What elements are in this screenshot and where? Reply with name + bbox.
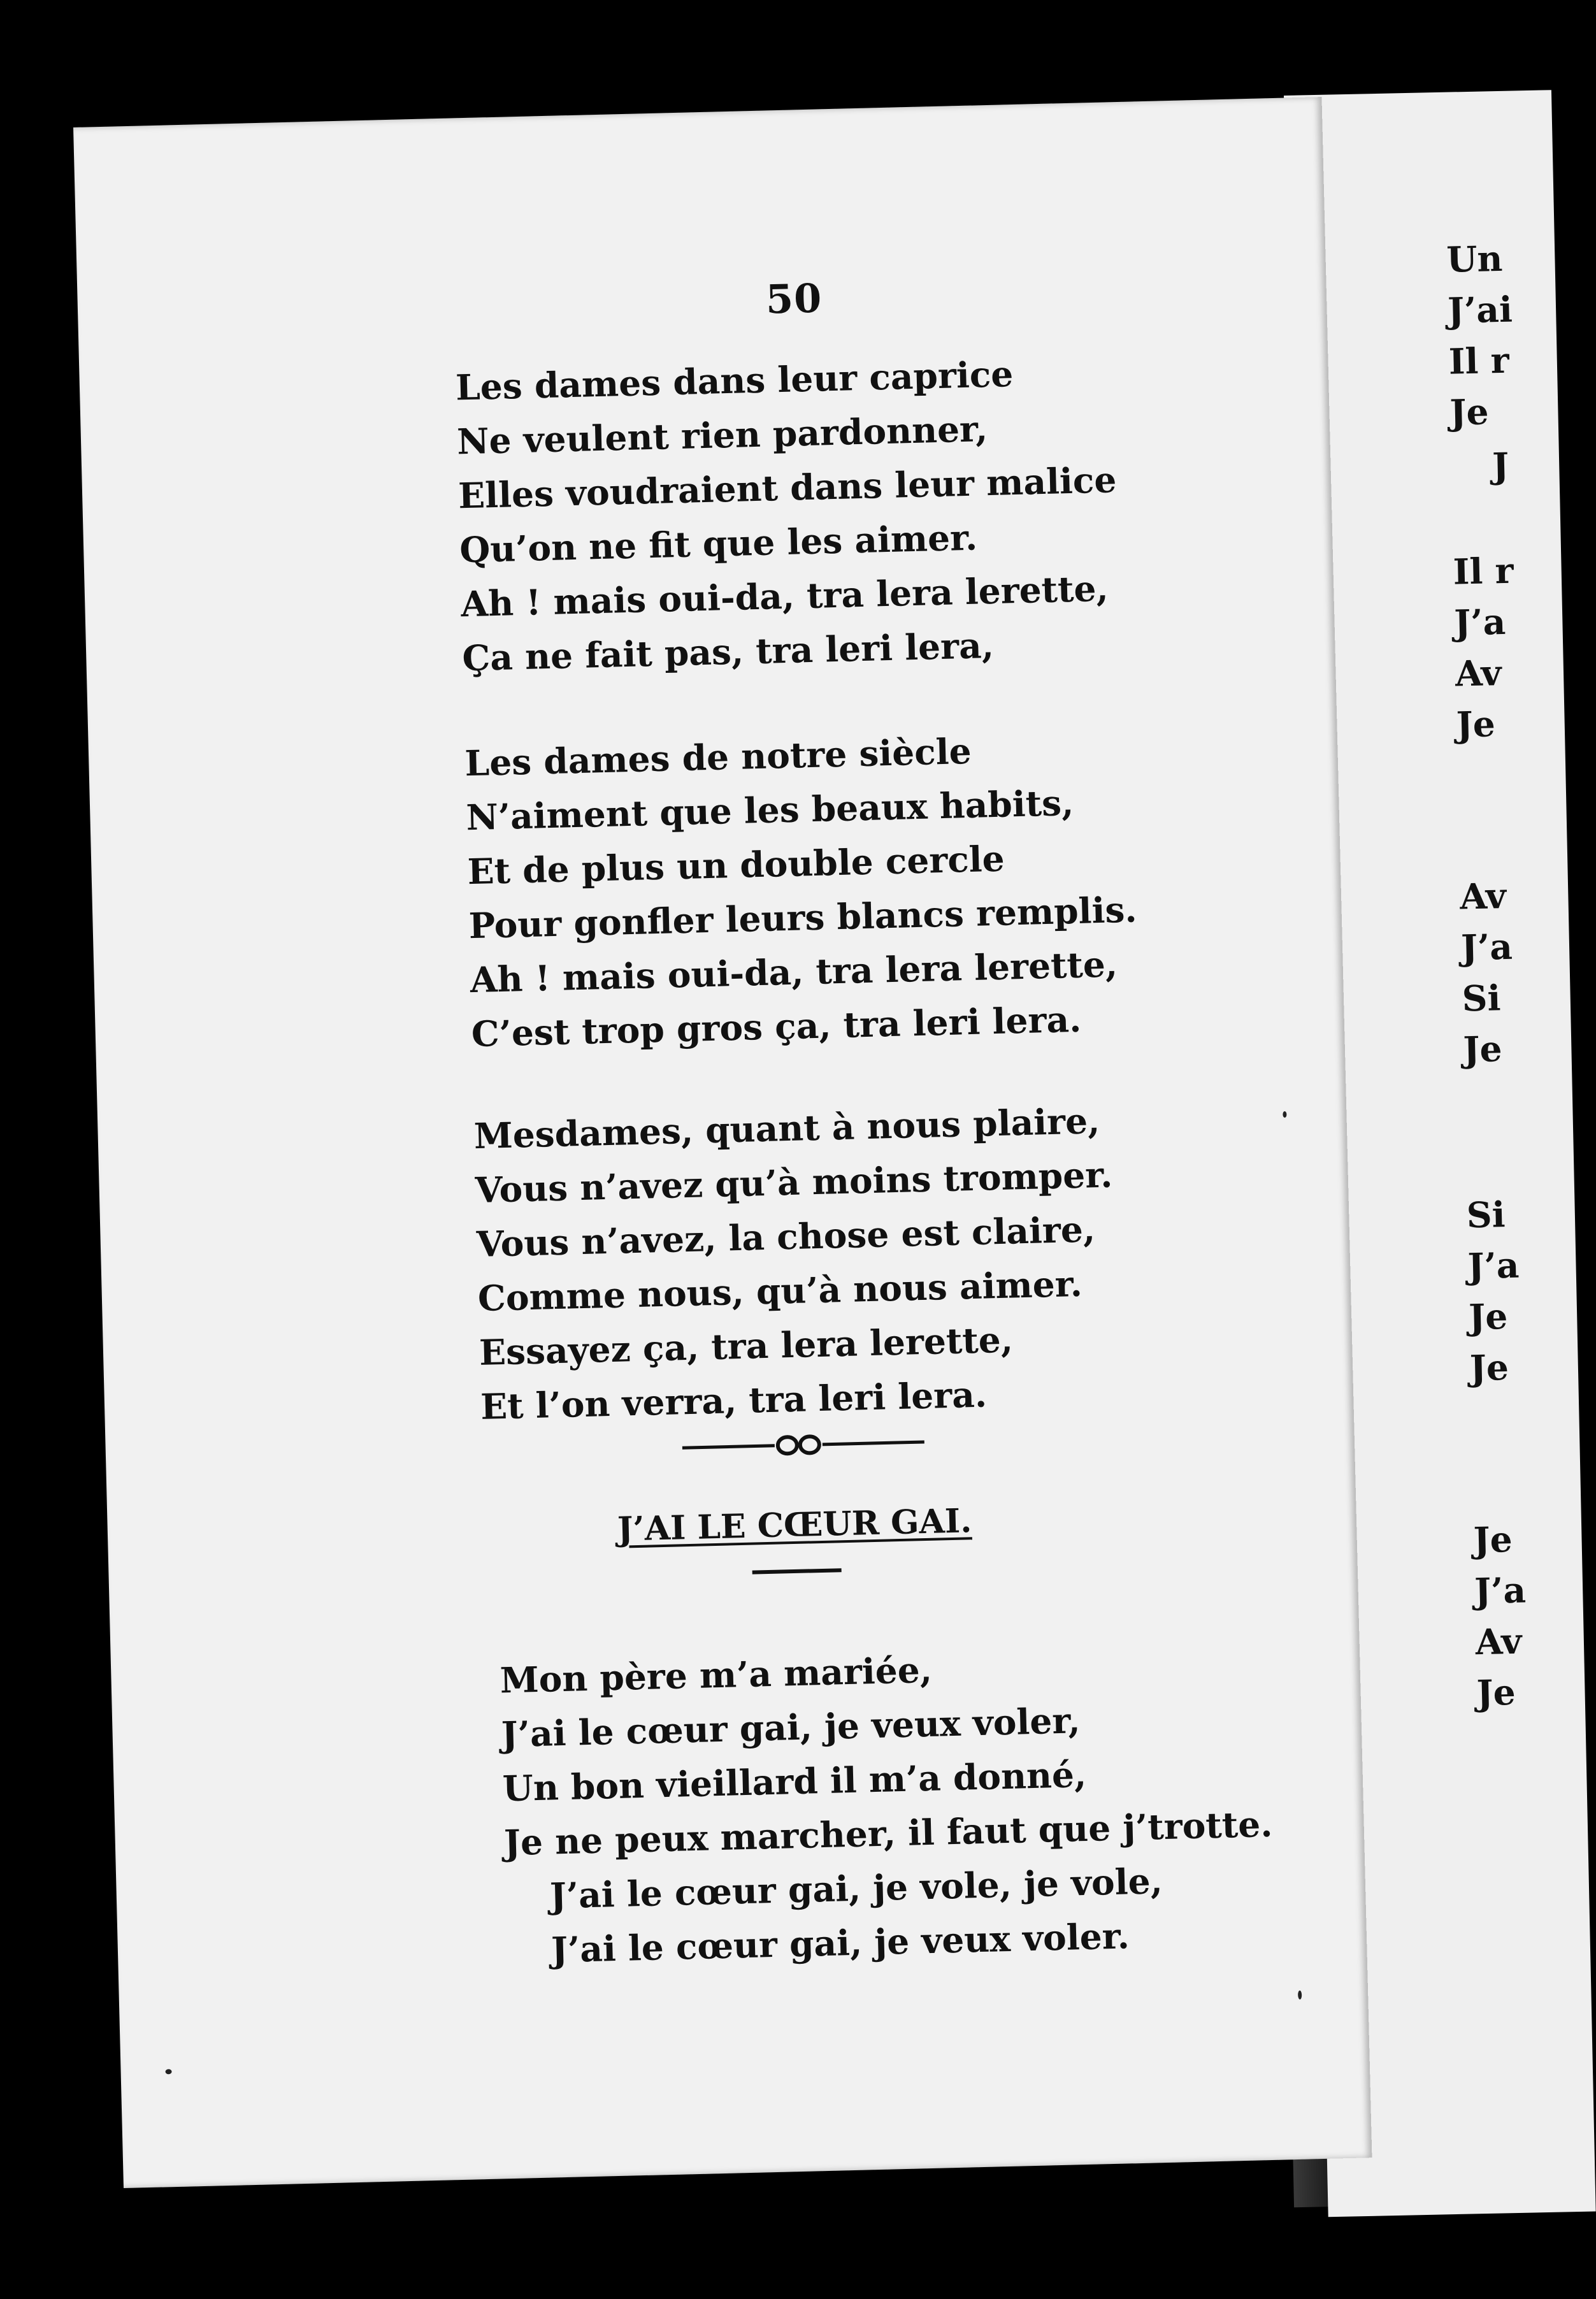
- verse-line: Comme nous, qu’à nous aimer.: [477, 1262, 1083, 1320]
- refrain-line: J’ai le cœur gai, je vole, je vole,: [549, 1860, 1163, 1917]
- verse-line: Pour gonfler leurs blancs remplis.: [468, 888, 1138, 947]
- title-rule: [752, 1568, 842, 1574]
- stanza-2: [464, 720, 1140, 1061]
- ornament-divider: [682, 1429, 924, 1460]
- verse-line: Un bon vieillard il m’a donné,: [502, 1753, 1087, 1810]
- verse-line: Et de plus un double cercle: [466, 837, 1005, 893]
- facing-line-12: Si: [1462, 977, 1502, 1020]
- page-content: [73, 97, 1372, 2188]
- facing-line-11: J’a: [1460, 925, 1513, 969]
- page-number: 50: [765, 275, 823, 323]
- facing-line-9: Je: [1456, 703, 1496, 746]
- verse-line: Elles voudraient dans leur malice: [457, 459, 1118, 517]
- facing-line-4: Je: [1449, 391, 1490, 433]
- facing-line-5: J: [1492, 444, 1509, 487]
- song-title: J’AI LE CŒUR GAI.: [617, 1501, 972, 1549]
- facing-line-21: Je: [1476, 1671, 1516, 1714]
- facing-line-10: Av: [1459, 874, 1507, 918]
- verse-line: J’ai le cœur gai, je veux voler,: [501, 1699, 1081, 1755]
- verse-line: Mesdames, quant à nous plaire,: [473, 1100, 1100, 1157]
- verse-line: Essayez ça, tra lera lerette,: [478, 1318, 1014, 1373]
- verse-line: Les dames de notre siècle: [464, 730, 972, 784]
- scan-speck: [1298, 1991, 1302, 2000]
- verse-line: C’est trop gros ça, tra leri lera.: [471, 998, 1082, 1055]
- facing-line-14: Si: [1466, 1193, 1506, 1236]
- refrain-line: J’ai le cœur gai, je veux voler.: [550, 1915, 1130, 1971]
- verse-line: Vous n’avez, la chose est claire,: [476, 1208, 1096, 1265]
- verse-line: Mon père m’a mariée,: [499, 1648, 933, 1701]
- facing-line-3: Il r: [1448, 339, 1510, 382]
- facing-line-2: J’ai: [1447, 288, 1513, 331]
- verse-line: Ah ! mais oui-da, tra lera lerette,: [460, 567, 1109, 625]
- facing-line-16: Je: [1468, 1295, 1508, 1338]
- verse-line: Qu’on ne fit que les aimer.: [459, 516, 978, 571]
- facing-line-1: Un: [1446, 237, 1504, 280]
- facing-line-15: J’a: [1467, 1244, 1520, 1287]
- song-stanza: [500, 1634, 1276, 1978]
- verse-line: Les dames dans leur caprice: [455, 353, 1014, 408]
- verse-line: Je ne peux marcher, il faut que j’trotte.: [503, 1803, 1274, 1864]
- stanza-1: [455, 344, 1121, 685]
- facing-line-20: Av: [1475, 1620, 1522, 1663]
- verse-line: Ne veulent rien pardonner,: [456, 408, 988, 463]
- scan-speck: [1283, 1111, 1286, 1118]
- facing-line-19: J’a: [1474, 1569, 1527, 1612]
- verse-line: Ça ne fait pas, tra leri lera,: [461, 624, 995, 679]
- facing-line-7: J’a: [1453, 600, 1506, 644]
- facing-line-8: Av: [1455, 652, 1502, 695]
- facing-line-6: Il r: [1453, 549, 1514, 593]
- verse-line: Et l’on verra, tra leri lera.: [480, 1373, 988, 1427]
- verse-line: N’aiment que les beaux habits,: [465, 781, 1074, 839]
- facing-line-18: Je: [1472, 1518, 1513, 1561]
- facing-line-17: Je: [1469, 1346, 1509, 1389]
- facing-line-13: Je: [1462, 1028, 1503, 1070]
- verse-line: Vous n’avez qu’à moins tromper.: [475, 1153, 1113, 1211]
- book-page: [73, 97, 1372, 2188]
- verse-line: Ah ! mais oui-da, tra lera lerette,: [470, 943, 1118, 1001]
- stanza-3: [473, 1093, 1119, 1434]
